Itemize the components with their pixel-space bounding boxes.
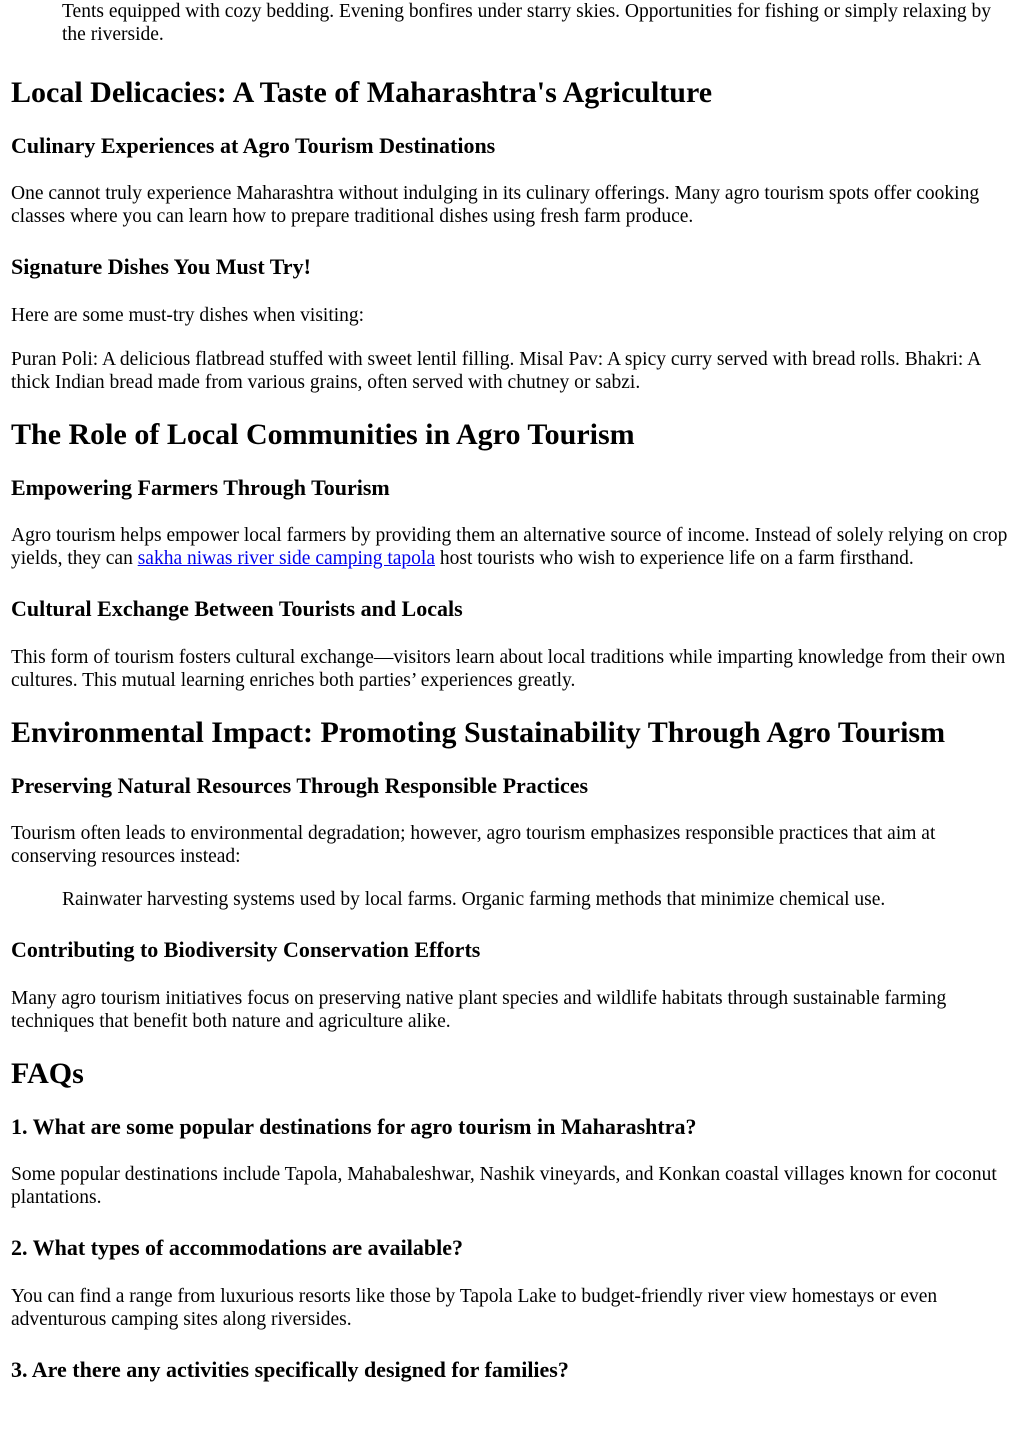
preserving-paragraph: Tourism often leads to environmental degradation; however, agro tourism emphasizes responsible practices that aim at conserving resources instead: bbox=[11, 823, 936, 867]
culinary-paragraph: One cannot truly experience Maharashtra without indulging in its culinary offerings. Many agro tourism spots offer cooking classes where you can learn how to prepare traditional dishes using fresh farm produce. bbox=[11, 183, 980, 227]
practices-list: Rainwater harvesting systems used by local farms. Organic farming methods that minimize chemical use. bbox=[62, 889, 886, 910]
sakha-niwas-link[interactable]: sakha niwas river side camping tapola bbox=[137, 548, 435, 569]
subheading-preserving: Preserving Natural Resources Through Responsible Practices bbox=[11, 773, 589, 798]
intro-paragraph: Tents equipped with cozy bedding. Evening bonfires under starry skies. Opportunities for fishing or simply relaxing by the riverside. bbox=[62, 1, 992, 45]
faq-question-1: 1. What are some popular destinations for agro tourism in Maharashtra? bbox=[11, 1114, 697, 1139]
faq-answer-1: Some popular destinations include Tapola, Mahabaleshwar, Nashik vineyards, and Konkan coastal villages known for coconut plantations. bbox=[11, 1164, 997, 1208]
faq-answer-2: You can find a range from luxurious resorts like those by Tapola Lake to budget-friendly river view homestays or even adventurous camping sites along riversides. bbox=[11, 1286, 938, 1330]
empowering-paragraph bbox=[11, 524, 1013, 570]
section-heading-faqs: FAQs bbox=[11, 1057, 84, 1090]
cultural-paragraph: This form of tourism fosters cultural exchange—visitors learn about local traditions while imparting knowledge from their own cultures. This mutual learning enriches both parties’ experiences greatly. bbox=[11, 647, 1006, 691]
empowering-text-after: host tourists who wish to experience life on a farm firsthand. bbox=[435, 548, 914, 569]
empowering-text-before: Agro tourism helps empower local farmers by providing them an alternative source of income. Instead of solely relying on crop yields, they can bbox=[11, 525, 1008, 569]
subheading-culinary: Culinary Experiences at Agro Tourism Destinations bbox=[11, 133, 496, 158]
section-heading-delicacies: Local Delicacies: A Taste of Maharashtra's Agriculture bbox=[11, 76, 713, 109]
subheading-signature-dishes: Signature Dishes You Must Try! bbox=[11, 254, 311, 279]
faq-question-3: 3. Are there any activities specifically designed for families? bbox=[11, 1357, 569, 1382]
signature-intro-paragraph: Here are some must-try dishes when visiting: bbox=[11, 305, 365, 326]
dishes-list: Puran Poli: A delicious flatbread stuffed with sweet lentil filling. Misal Pav: A spicy curry served with bread rolls. Bhakri: A thick Indian bread made from various grains, often served with chutney or sabzi. bbox=[11, 349, 981, 393]
section-heading-environment: Environmental Impact: Promoting Sustainability Through Agro Tourism bbox=[11, 716, 946, 749]
biodiversity-paragraph: Many agro tourism initiatives focus on preserving native plant species and wildlife habitats through sustainable farming techniques that benefit both nature and agriculture alike. bbox=[11, 988, 947, 1032]
faq-question-2: 2. What types of accommodations are available? bbox=[11, 1235, 463, 1260]
section-heading-communities: The Role of Local Communities in Agro Tourism bbox=[11, 418, 635, 451]
subheading-biodiversity: Contributing to Biodiversity Conservation Efforts bbox=[11, 937, 481, 962]
subheading-empowering: Empowering Farmers Through Tourism bbox=[11, 475, 390, 500]
subheading-cultural-exchange: Cultural Exchange Between Tourists and Locals bbox=[11, 596, 463, 621]
